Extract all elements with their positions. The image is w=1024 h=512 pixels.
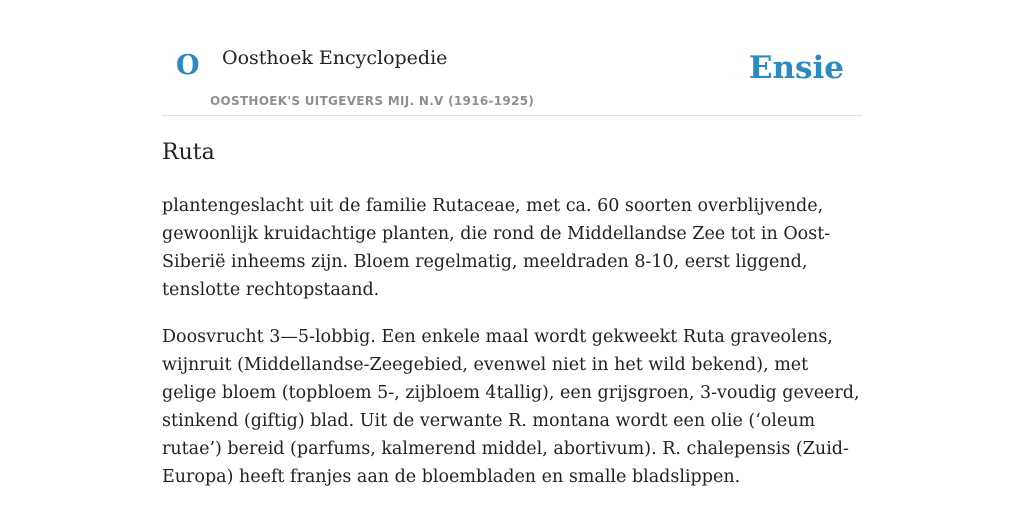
article-body: [162, 192, 862, 510]
article-paragraph: Doosvrucht 3—5-lobbig. Een enkele maal wordt gekweekt Ruta graveolens, wijnruit (Middellandse-Zeegebied, evenwel niet in het wild bekend), met gelige bloem (topbloem 5-, zijbloem 4tallig), een grijsgroen, 3-voudig geveerd, stinkend (giftig) blad. Uit de verwante R. montana wordt een olie (‘oleum rutae’) bereid (parfums, kalmerend middel, abortivum). R. chalepensis (Zuid-Europa) heeft franjes aan de bloembladen en smalle bladslippen.: [162, 327, 860, 487]
source-header: [162, 0, 862, 116]
source-title[interactable]: Oosthoek Encyclopedie: [222, 47, 448, 69]
source-letter-logo: O: [176, 50, 200, 81]
source-publisher: OOSTHOEK'S UITGEVERS MIJ. N.V (1916-1925): [210, 94, 535, 108]
ensie-logo-link[interactable]: Ensie: [748, 50, 844, 86]
article-headword: Ruta: [162, 140, 215, 165]
page-container: [162, 0, 862, 487]
article-paragraph: plantengeslacht uit de familie Rutaceae, met ca. 60 soorten overblijvende, gewoonlijk kruidachtige planten, die rond de Middellandse Zee tot in Oost-Siberië inheems zijn. Bloem regelmatig, meeldraden 8-10, eerst liggend, tenslotte rechtopstaand.: [162, 196, 831, 300]
